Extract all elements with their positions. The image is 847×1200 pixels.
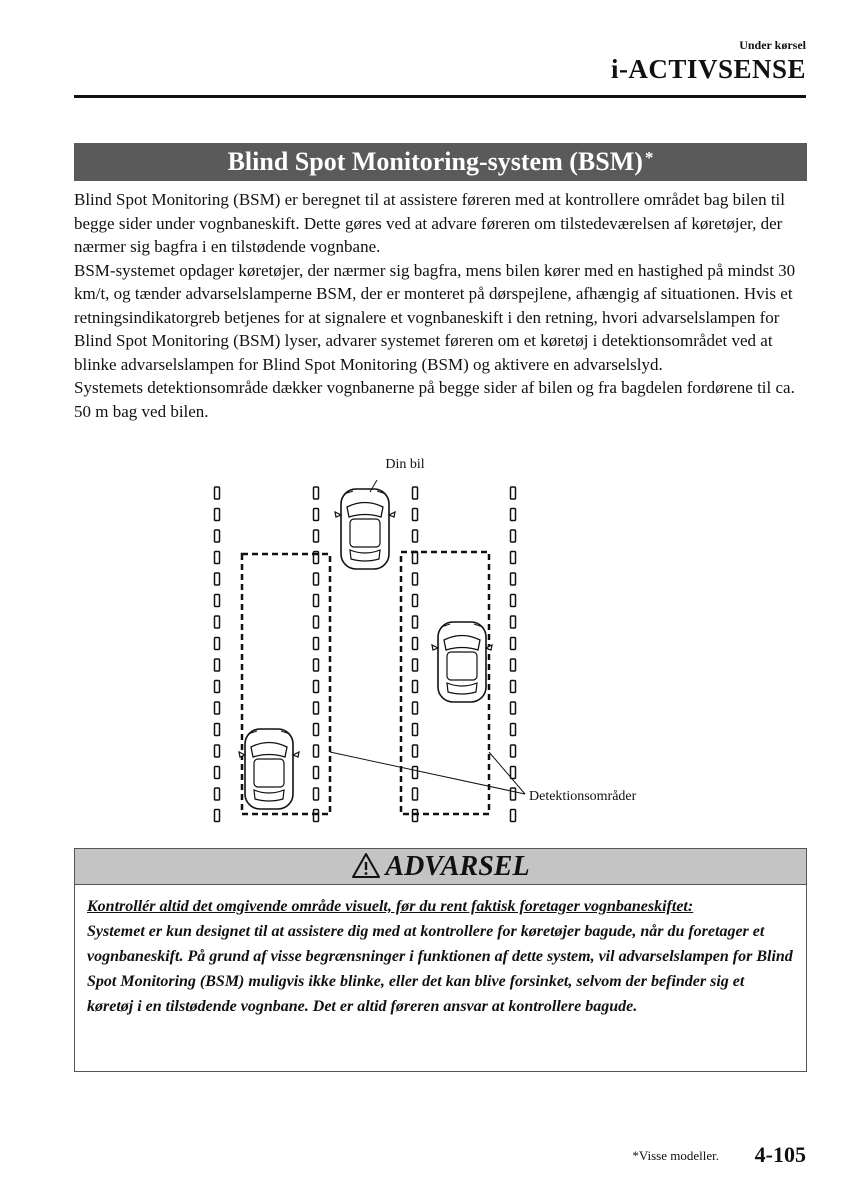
lane-dash xyxy=(215,745,220,757)
lane-dash xyxy=(215,810,220,822)
lane-dash xyxy=(314,702,319,714)
lane-dash xyxy=(215,659,220,671)
detection-leader-left xyxy=(330,752,525,794)
lane-dash xyxy=(314,530,319,542)
lane-dash xyxy=(314,552,319,564)
lane-dash xyxy=(511,702,516,714)
header-rule xyxy=(74,95,806,98)
paragraph-intro: Blind Spot Monitoring (BSM) er beregnet til at assistere føreren med at kontrollere området bag bilen til begge sider under vognbaneskift. Dette gøres ved at advare føreren om tilstedeværelsen af køretøjer, der nærmer sig bagfra i en tilstødende vognbane. xyxy=(74,190,785,256)
paragraph-detection-range: Systemets detektionsområde dækker vognbanerne på begge sider af bilen og fra bagdelen fordørene til ca. 50 m bag ved bilen. xyxy=(74,378,795,421)
lane-dash xyxy=(215,552,220,564)
lane-dash xyxy=(413,724,418,736)
lane-dash xyxy=(314,788,319,800)
lane-dash xyxy=(413,487,418,499)
section-title: Blind Spot Monitoring-system (BSM) xyxy=(227,147,643,176)
lane-dash xyxy=(511,788,516,800)
lane-dash xyxy=(314,509,319,521)
lane-dash xyxy=(413,552,418,564)
lane-dash xyxy=(314,767,319,779)
warning-lead: Kontrollér altid det omgivende område visuelt, før du rent faktisk foretager vognbaneskiftet: xyxy=(87,898,694,915)
own-car xyxy=(335,489,395,569)
warning-text: Systemet er kun designet til at assistere dig med at kontrollere for køretøjer bagude, når du foretager et vognbaneskift. På grund af visse begrænsninger i funktionen af dette system, vil advarselslampen for Blind Spot Monitoring (BSM) muligvis ikke blinke, eller det kan blive forsinket, selvom der befinder sig et køretøj i en tilstødende vognbane. Det er altid føreren ansvar at kontrollere bagude. xyxy=(87,923,793,1015)
warning-header xyxy=(75,849,806,885)
lane-dash xyxy=(215,638,220,650)
lane-dash xyxy=(215,509,220,521)
section-title-bar xyxy=(74,143,807,181)
lane-dash xyxy=(314,659,319,671)
detection-label: Detektionsområder xyxy=(529,789,637,804)
car-left-lane xyxy=(239,729,299,809)
own-car-label: Din bil xyxy=(385,457,425,472)
lane-markings xyxy=(215,487,516,822)
lane-dash xyxy=(314,595,319,607)
lane-dash xyxy=(413,745,418,757)
lane-dash xyxy=(215,573,220,585)
lane-dash xyxy=(215,724,220,736)
lane-dash xyxy=(413,595,418,607)
model-asterisk: * xyxy=(644,148,654,167)
warning-body xyxy=(75,885,806,1019)
lane-dash xyxy=(215,487,220,499)
lane-dash xyxy=(413,681,418,693)
warning-box xyxy=(74,848,807,1072)
body-text xyxy=(74,188,812,423)
lane-dash xyxy=(413,767,418,779)
lane-dash xyxy=(413,810,418,822)
lane-dash xyxy=(511,745,516,757)
lane-dash xyxy=(314,681,319,693)
lane-dash xyxy=(314,810,319,822)
lane-dash xyxy=(215,595,220,607)
lane-dash xyxy=(413,788,418,800)
lane-dash xyxy=(511,487,516,499)
lane-dash xyxy=(314,487,319,499)
lane-dash xyxy=(215,788,220,800)
chapter-title: i-ACTIVSENSE xyxy=(610,54,806,84)
warning-triangle-icon xyxy=(351,852,381,879)
own-car-leader xyxy=(370,480,377,492)
warning-heading: ADVARSEL xyxy=(385,850,530,882)
lane-dash xyxy=(215,616,220,628)
lane-dash xyxy=(511,810,516,822)
lane-dash xyxy=(511,573,516,585)
lane-dash xyxy=(413,509,418,521)
detection-zone-right xyxy=(401,552,489,814)
lane-dash xyxy=(511,530,516,542)
lane-dash xyxy=(314,573,319,585)
lane-dash xyxy=(413,616,418,628)
detection-leader-right xyxy=(489,752,525,794)
lane-dash xyxy=(314,638,319,650)
detection-zone-left xyxy=(242,554,330,814)
lane-dash xyxy=(413,530,418,542)
lane-dash xyxy=(511,552,516,564)
section-label: Under kørsel xyxy=(739,38,806,52)
paragraph-operation: BSM-systemet opdager køretøjer, der nærmer sig bagfra, mens bilen kører med en hastighed på mindst 30 km/t, og tænder advarselslamperne BSM, der er monteret på dørspejlene, afhængig af situationen. Hvis et retningsindikatorgreb betjenes for at signalere et vognbaneskift i den retning, hvori advarselslampen for Blind Spot Monitoring (BSM) lyser, advarer systemet føreren om et køretøj i detektionsområdet ved at blinke advarselslampen for Blind Spot Monitoring (BSM) og aktivere en advarselslyd. xyxy=(74,260,796,374)
lane-dash xyxy=(511,509,516,521)
lane-dash xyxy=(413,702,418,714)
lane-dash xyxy=(511,724,516,736)
lane-dash xyxy=(215,681,220,693)
lane-dash xyxy=(511,681,516,693)
page-number: 4-105 xyxy=(754,1142,806,1167)
lane-dash xyxy=(314,745,319,757)
lane-dash xyxy=(511,595,516,607)
lane-dash xyxy=(314,616,319,628)
car-right-lane xyxy=(432,622,492,702)
lane-dash xyxy=(511,638,516,650)
lane-dash xyxy=(314,724,319,736)
lane-dash xyxy=(413,573,418,585)
lane-dash xyxy=(215,530,220,542)
lane-dash xyxy=(215,767,220,779)
lane-dash xyxy=(215,702,220,714)
footnote: *Visse modeller. xyxy=(632,1148,719,1163)
lane-dash xyxy=(511,767,516,779)
lane-dash xyxy=(413,638,418,650)
lane-dash xyxy=(511,616,516,628)
lane-dash xyxy=(413,659,418,671)
lane-dash xyxy=(511,659,516,671)
